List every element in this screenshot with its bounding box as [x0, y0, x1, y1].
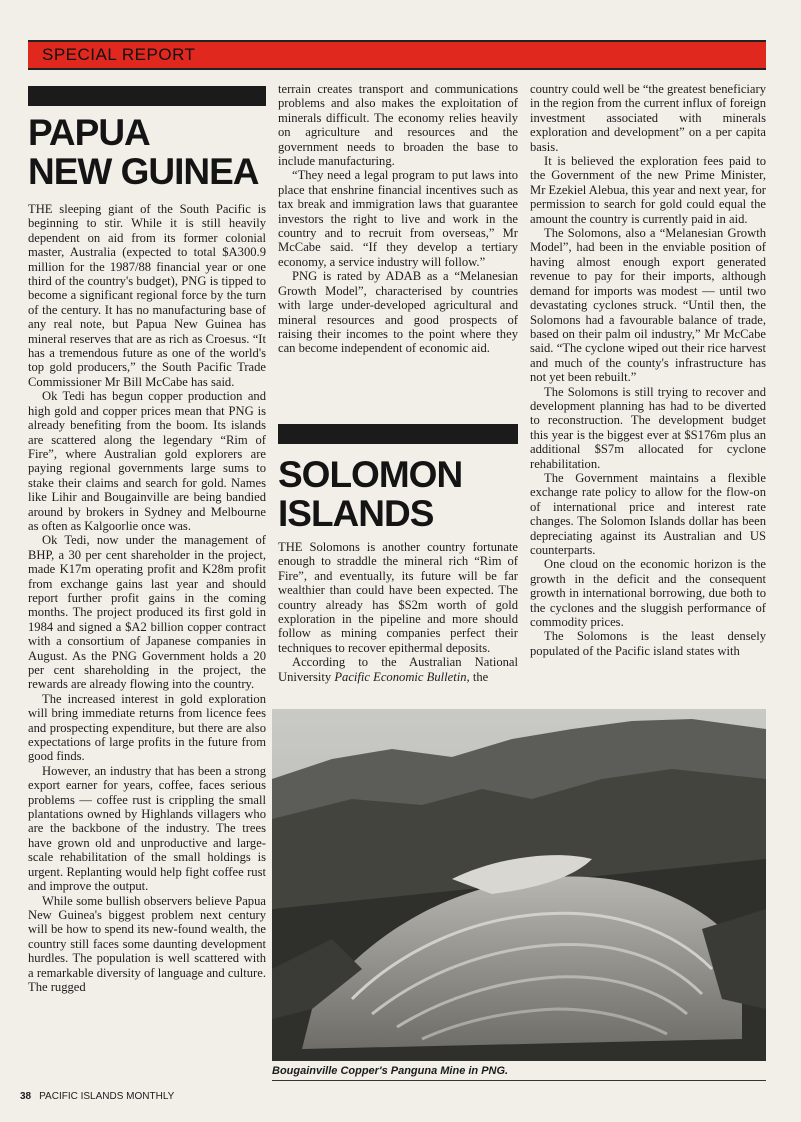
solomons-col3-paragraph-6: One cloud on the economic horizon is the growth in the deficit and the consequent growth in international borrowing, due both to the cyclones and the sluggish performance of commodity prices. — [530, 557, 766, 630]
bulletin-title: Pacific Economic Bulletin — [334, 669, 467, 684]
solomons-paragraph-1-text: Solomons is another country fortunate enough to straddle the mineral rich “Rim of Fire”, and eventually, its future will be far wealthier than could have been expected. The country already has $S2m worth of gold exploration in the pipeline and more should follow as mining companies perfect their techniques to recover epithermal deposits. — [278, 540, 518, 655]
section-bar-solomons — [278, 424, 518, 444]
png-title-line1: PAPUA — [28, 112, 150, 153]
solomons-paragraph-1 — [278, 540, 518, 655]
mine-landscape-image — [272, 709, 766, 1061]
png-lead-word: THE — [28, 202, 53, 216]
solomons-paragraph-2-start: According to the Australian National University — [278, 655, 518, 684]
section-bar-png — [28, 86, 266, 106]
png-paragraph-6: While some bullish observers believe Papua New Guinea's biggest problem next century will be how to spend its new-found wealth, the country still faces some daunting development hurdles. The population is well scattered with a remarkable diversity of language and culture. The rugged — [28, 893, 266, 994]
png-paragraph-3: Ok Tedi, now under the management of BHP, a 30 per cent shareholder in the project, made K17m operating profit and K28m profit from exchange gains last year and should report further profit gains in the coming months. The project produced its first gold in 1984 and signed a $A2 billion copper contract with a consortium of Japanese companies in August. As the PNG Government holds a 20 per cent shareholding in the project, the rewards are already flowing into the country. — [28, 533, 266, 692]
caption-rule — [272, 1080, 766, 1081]
solomons-col3-paragraph-5: The Government maintains a flexible exchange rate policy to allow for the flow-on of international price and interest rate changes. The Solomon Islands dollar has been depreciating against its Australian and US counterparts. — [530, 470, 766, 557]
png-col2-paragraph-3: PNG is rated by ADAB as a “Melanesian Growth Model”, characterised by countries with large under-developed agricultural and mineral resources and good prospects of raising their incomes to the point where they can become independent of economic aid. — [278, 269, 518, 356]
solomons-col3-paragraph-7: The Solomons is the least densely populated of the Pacific island states with — [530, 629, 766, 658]
solomons-col3-paragraph-2: It is believed the exploration fees paid to the Government of the new Prime Minister, Mr Ezekiel Alebua, this year and next year, for permission to search for gold could equal the amount the country is currently paid in aid. — [530, 154, 766, 226]
png-paragraph-1 — [28, 202, 266, 389]
solomons-col3-paragraph-3: The Solomons, also a “Melanesian Growth Model”, had been in the enviable position of having almost enough export generated revenue to pay for their imports, although demand for imports was modest — until two devastating cyclones struck. “Until then, the Solomons had a favourable balance of trade, based on their palm oil industry,” Mr McCabe said. “The cyclone wiped out their rice harvest and much of the county's infrastructure has not yet been rebuilt.” — [530, 226, 766, 385]
solomons-title-line1: SOLOMON — [278, 454, 463, 495]
solomons-title — [278, 456, 462, 534]
solomons-col3-paragraph-4: The Solomons is still trying to recover and development planning has had to be diverted to reconstruction. The development budget this year is the biggest ever at $S176m plus an additional $S7m allocated for cyclone rehabilitation. — [530, 384, 766, 471]
column-2-top — [278, 82, 518, 356]
banner-label: SPECIAL REPORT — [42, 45, 196, 64]
page-footer — [20, 1091, 174, 1102]
solomons-paragraph-2 — [278, 655, 518, 684]
png-paragraph-1-text: sleeping giant of the South Pacific is beginning to stir. While it is still heavily dependent on aid from its former colonial master, Australia (expected to total $A300.9 million for the 1987/88 financial year or one third of the country's budget), PNG is tipped to become a significant regional force by the turn of the century. It has no manufacturing base of any real note, but Papua New Guinea has mineral reserves that are as rich as Croesus. “It has a tremendous future as one of the world's top gold producers,” the South Pacific Trade Commissioner Mr Bill McCabe has said. — [28, 202, 266, 389]
solomons-lead-word: THE — [278, 540, 303, 554]
png-title-line2: NEW GUINEA — [28, 150, 259, 192]
png-col2-paragraph-1: terrain creates transport and communications problems and also makes the exploitation of minerals difficult. The economy relies heavily on agriculture and resources and the government needs to broaden the base to include manufacturing. — [278, 82, 518, 169]
column-1 — [28, 202, 266, 994]
page-number: 38 — [20, 1091, 32, 1102]
png-paragraph-2: Ok Tedi has begun copper production and high gold and copper prices mean that PNG is already benefiting from the boom. Its islands are scattered along the legendary “Rim of Fire”, where Australian gold explorers are paying regional governments large sums to stake their claims and search for gold. Names like Lihir and Bougainville are being bandied around by brokers in Sydney and Melbourne as often as Kalgoorlie once was. — [28, 389, 266, 533]
publication-name: PACIFIC ISLANDS MONTHLY — [39, 1091, 175, 1102]
solomons-title-line2: ISLANDS — [278, 492, 434, 534]
png-title — [28, 114, 259, 192]
special-report-banner — [28, 40, 766, 70]
solomons-col3-paragraph-1: country could well be “the greatest beneficiary in the region from the current influx of foreign investment associated with minerals exploration and development” on a per capita basis. — [530, 82, 766, 154]
photo-caption: Bougainville Copper's Panguna Mine in PNG. — [272, 1065, 509, 1077]
column-2-bottom — [278, 540, 518, 684]
mine-photo — [272, 709, 766, 1061]
png-col2-paragraph-2: “They need a legal program to put laws into place that enshrine financial incentives such as tax break and immigration laws that guarantee investors the right to live and work in the country and to recruit from overseas,” Mr McCabe said. “If they develop a tertiary economy, a service industry will follow.” — [278, 168, 518, 269]
png-paragraph-5: However, an industry that has been a strong export earner for years, coffee, faces serious problems — coffee rust is crippling the small plantations owned by Highlands villagers who are the backbone of the industry. The trees have grown old and unproductive and large-scale rehabilitation of the small holdings is urgent. Replanting would help fight coffee rust and improve the output. — [28, 763, 266, 894]
column-3 — [530, 82, 766, 658]
solomons-paragraph-2-end: , the — [466, 669, 489, 684]
png-paragraph-4: The increased interest in gold exploration will bring immediate returns from licence fees and prospecting expenditure, but there are also expectations of large profits in the future from good finds. — [28, 691, 266, 764]
